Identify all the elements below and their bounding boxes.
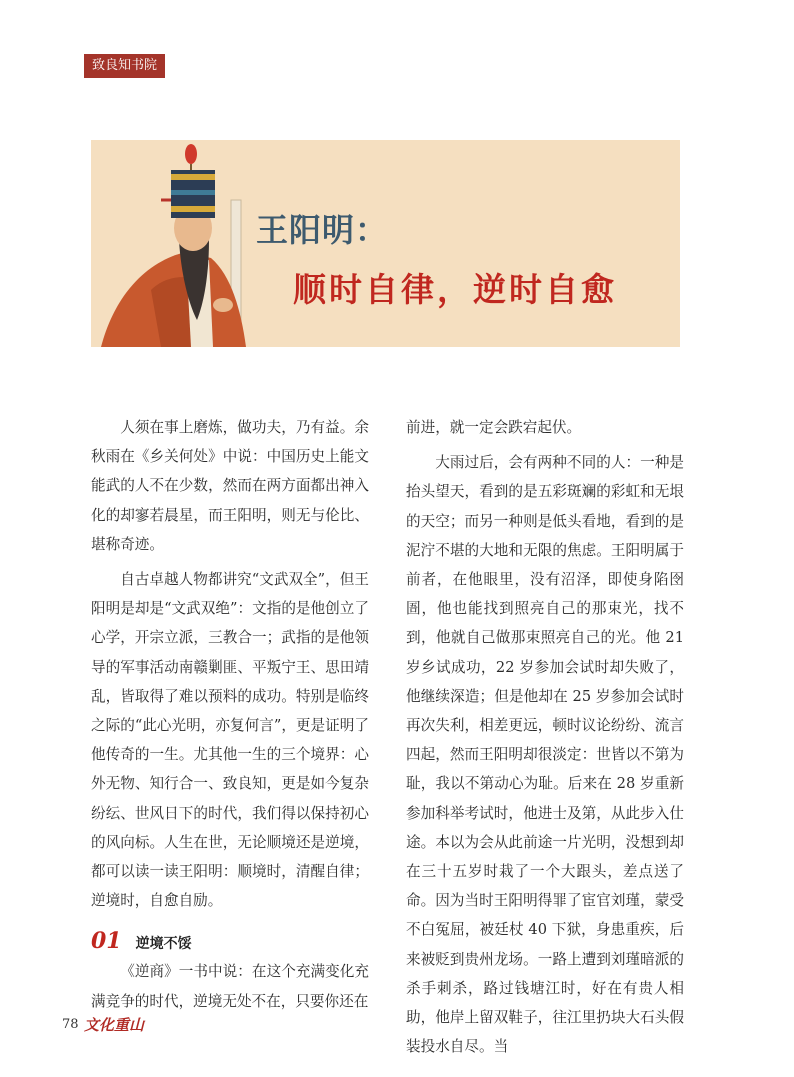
section-title: 逆境不馁 — [135, 936, 192, 953]
section-number: 01 — [91, 928, 122, 955]
paragraph: 大雨过后，会有两种不同的人：一种是抬头望天，看到的是五彩斑斓的彩虹和无垠的天空；而另一种则是低头看地，看到的是泥泞不堪的大地和无限的焦虑。王阳明属于前者，在他眼里，没有沼泽，即使身陷囹圄，他也能找到照亮自己的那束光，找不到，他就自己做那束照亮自己的光。他 21 岁乡试成功，22 岁参加会试时却失败了，他继续深造；但是他却在 25 岁参加会试时再次失利，相差更远，顿时议论纷纷、流言四起，然而王阳明却很淡定：世皆以不第为耻，我以不第动心为耻。后来在 28 岁重新参加科举考试时，他进士及第，从此步入仕途。本以为会从此前途一片光明，没想到却在三十五岁时栽了一个大跟头，差点送了命。因为当时王阳明得罪了宦官刘瑾，蒙受不白冤屈，被廷杖 40 下狱，身患重疾，后来被贬到贵州龙场。一路上遭到刘瑾暗派的杀手刺杀，路过钱塘江时，好在有贵人相助，他岸上留双鞋子，往江里扔块大石头假装投水自尽。当 — [406, 454, 684, 1056]
paragraph: 前进，就一定会跌宕起伏。 — [406, 419, 582, 436]
paragraph: 《逆商》一书中说：在这个充满变化充满竞争的时代，逆境无处不在，只要你还在 — [91, 963, 369, 1010]
title-line-1: 王阳明： — [256, 211, 389, 249]
paragraph: 人须在事上磨炼，做功夫，乃有益。余秋雨在《乡关何处》中说：中国历史上能文能武的人不在少数，然而在两方面都出神入化的却寥若晨星，而王阳明，则无与伦比、堪称奇迹。 — [91, 419, 369, 553]
page-number: 78 — [62, 1017, 79, 1032]
section-tag: 致良知书院 — [84, 54, 165, 78]
paragraph: 自古卓越人物都讲究“文武双全”，但王阳明是却是“文武双绝”：文指的是他创立了心学，开宗立派，三教合一；武指的是他领导的军事活动南赣剿匪、平叛宁王、思田靖乱，皆取得了难以预料的成功。特别是临终之际的“此心光明，亦复何言”，更是证明了他传奇的一生。尤其他一生的三个境界：心外无物、知行合一、致良知，更是如今复杂纷纭、世风日下的时代，我们得以保持初心的风向标。人生在世，无论顺境还是逆境，都可以读一读王阳明：顺境时，清醒自律；逆境时，自愈自励。 — [91, 571, 369, 910]
section-heading — [91, 927, 369, 957]
left-column — [91, 413, 369, 1016]
right-column — [406, 413, 684, 1061]
magazine-name: 文化重山 — [84, 1016, 145, 1034]
title-line-2: 顺时自律，逆时自愈 — [293, 270, 617, 309]
